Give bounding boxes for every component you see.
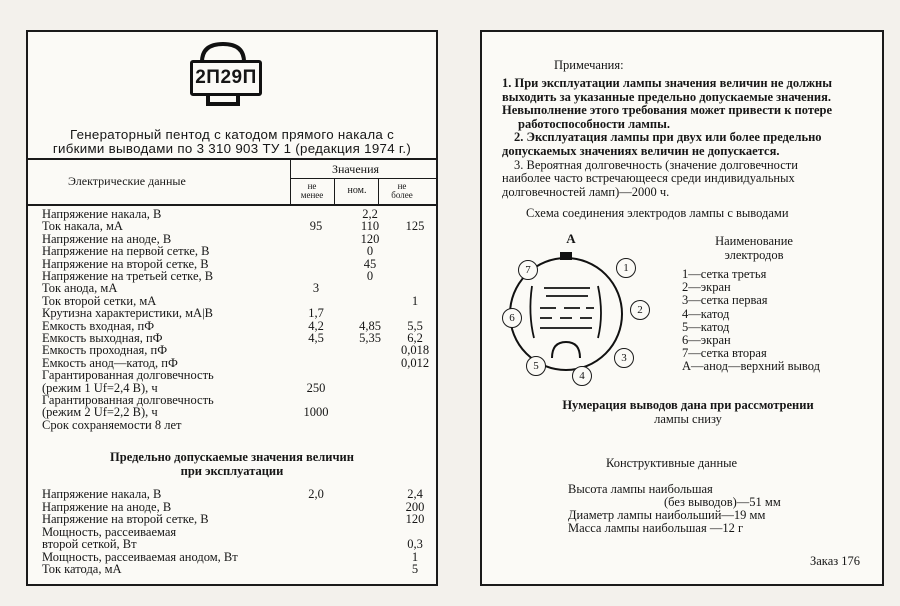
min-header-2: менее: [300, 190, 324, 200]
max-header-1: не: [397, 181, 407, 191]
row-label: Напряжение на третьей сетке, В: [42, 269, 214, 283]
tube-type-label: 2П29П: [190, 60, 262, 96]
row-max-value: 0,012: [400, 355, 430, 370]
note-line: 3. Вероятная долговечность (значение долговечности: [514, 157, 798, 172]
table-top-rule: [28, 158, 436, 160]
scheme-title: Схема соединения электродов лампы с выводами: [526, 206, 789, 220]
limits-heading: [28, 450, 436, 478]
row-label: Напряжение на второй сетке, В: [42, 256, 209, 271]
row-min-value: 4,2: [308, 318, 324, 333]
row-label: Ток второй сетки, мА: [42, 293, 157, 308]
row-label: Напряжение на аноде, В: [42, 231, 172, 246]
anode-cap-icon: [560, 252, 572, 260]
row-max-value: 0,018: [400, 343, 430, 358]
tube-logo: [190, 42, 260, 110]
order-number: Заказ 176: [810, 554, 861, 568]
row-label: Срок сохраняемости 8 лет: [42, 417, 182, 432]
table-header-rule: [28, 204, 436, 206]
row-min-value: 4,5: [308, 331, 324, 345]
pin-label-a: А: [562, 230, 580, 248]
values-header: Значения: [332, 162, 380, 176]
limits-heading-1: Предельно допускаемые значения величин: [110, 450, 354, 464]
limit-max-value: 5: [411, 562, 419, 576]
note-line: работоспособности лампы.: [518, 116, 670, 131]
limit-max-value: 0,3: [407, 537, 423, 551]
limit-max-value: 200: [405, 499, 425, 514]
row-label: Напряжение накала, В: [42, 207, 162, 221]
row-max-value: 5,5: [407, 318, 423, 333]
row-label: Гарантированная долговечность: [42, 368, 214, 383]
numbering-note: [538, 398, 838, 426]
left-page: [26, 30, 438, 586]
electrodes-title-1: Наименование: [715, 234, 793, 248]
max-header: [380, 182, 424, 200]
note-line: 1. При эксплуатации лампы значения величин не должны: [502, 76, 832, 90]
row-label: Емкость анод—катод, пФ: [42, 355, 178, 370]
limit-row: [42, 563, 430, 576]
row-nom-value: 0: [366, 244, 374, 259]
row-label: Емкость выходная, пФ: [42, 331, 163, 345]
row-label: Крутизна характеристики, мА|В: [42, 306, 213, 321]
row-min-value: 95: [309, 219, 323, 234]
note-line: 2. Эксплуатация лампы при двух или более предельно: [514, 130, 822, 145]
numbering-note-1: Нумерация выводов дана при рассмотрении: [562, 398, 814, 412]
row-label: Емкость проходная, пФ: [42, 343, 168, 358]
header-divider: [290, 159, 291, 204]
min-header: [292, 182, 332, 200]
limits-heading-2: при эксплуатации: [180, 464, 284, 478]
construct-line-1: Высота лампы наибольшая: [568, 482, 713, 496]
note-line: долговечностей ламп)—2000 ч.: [502, 184, 670, 199]
electrical-data-header: Электрические данные: [68, 174, 186, 188]
limit-label: Мощность, рассеиваемая: [42, 524, 177, 539]
electrode-item: 5—катод: [682, 319, 730, 334]
limit-label: Напряжение на второй сетке, В: [42, 512, 209, 526]
notes-title: Примечания:: [554, 58, 624, 72]
right-page: [480, 30, 884, 586]
col-divider-2: [378, 179, 379, 204]
title-line-2: гибкими выводами по 3 310 903 ТУ 1 (редакция 1974 г.): [52, 141, 412, 156]
max-header-2: более: [391, 190, 413, 200]
note-line: Невыполнение этого требования может привести к потере: [502, 103, 833, 118]
row-nom-value: 120: [360, 231, 380, 246]
electrode-item: 6—экран: [682, 333, 731, 347]
col-divider-1: [334, 179, 335, 204]
note-line: выходить за указанные предельно допускаемые значения.: [502, 89, 832, 104]
electrodes-title: [704, 234, 804, 262]
limit-label: Мощность, рассеиваемая анодом, Вт: [42, 549, 238, 564]
pin-label-7: 7: [518, 260, 538, 280]
limit-label: второй сеткой, Вт: [42, 537, 137, 551]
row-nom-value: 4,85: [359, 318, 381, 333]
min-header-1: не: [307, 181, 317, 191]
pin-label-5: 5: [526, 356, 546, 376]
electrode-item: 4—катод: [682, 306, 730, 321]
pin-label-2: 2: [630, 300, 650, 320]
construct-line-4: Масса лампы наибольшая —12 г: [568, 521, 744, 535]
limit-min-value: 2,0: [308, 487, 324, 501]
electrode-item: А—анод—верхний вывод: [682, 359, 820, 374]
construct-title: Конструктивные данные: [606, 456, 738, 470]
row-max-value: 6,2: [407, 331, 423, 345]
row-max-value: 125: [405, 219, 425, 234]
table-row: [42, 419, 430, 432]
row-nom-value: 45: [363, 256, 377, 271]
pin-label-6: 6: [502, 308, 522, 328]
limit-label: Ток катода, мА: [42, 562, 122, 576]
pin-label-3: 3: [614, 348, 634, 368]
limit-label: Напряжение на аноде, В: [42, 499, 172, 514]
limit-max-value: 2,4: [407, 487, 423, 501]
row-nom-value: 110: [360, 219, 380, 234]
electrode-item: 1—сетка третья: [682, 267, 767, 281]
nom-header: ном.: [347, 185, 367, 196]
row-label: Напряжение на первой сетке, В: [42, 244, 210, 259]
row-label: Ток анода, мА: [42, 281, 118, 296]
construct-line-2: (без выводов)—51 мм: [664, 495, 781, 509]
pin-label-1: 1: [616, 258, 636, 278]
limit-max-value: 120: [405, 512, 425, 526]
row-nom-value: 2,2: [362, 207, 378, 221]
electrodes-title-2: электродов: [724, 248, 784, 262]
note-line: наиболее часто встречающееся среди индивидуальных: [502, 171, 795, 186]
page-title: [34, 128, 430, 156]
title-line-1: Генераторный пентод с катодом прямого накала с: [69, 127, 395, 142]
electrode-item: 7—сетка вторая: [682, 346, 767, 361]
row-label: Емкость входная, пФ: [42, 318, 155, 333]
row-nom-value: 5,35: [359, 331, 381, 345]
row-label: (режим 2 Uf=2,2 В), ч: [42, 405, 158, 420]
row-min-value: 1,7: [308, 306, 324, 321]
row-label: (режим 1 Uf=2,4 В), ч: [42, 380, 158, 395]
row-min-value: 3: [312, 281, 320, 296]
electrode-item: 3—сетка первая: [682, 293, 768, 308]
row-min-value: 250: [306, 380, 326, 395]
construct-line-3: Диаметр лампы наибольший—19 мм: [568, 508, 766, 522]
values-subrule: [290, 178, 436, 179]
row-nom-value: 0: [366, 269, 374, 283]
row-label: Ток накала, мА: [42, 219, 123, 234]
limit-label: Напряжение накала, В: [42, 487, 162, 501]
electrode-item: 2—экран: [682, 280, 731, 295]
numbering-note-2: лампы снизу: [654, 412, 722, 426]
row-label: Гарантированная долговечность: [42, 393, 214, 407]
note-line: допускаемых значениях величин не допускается.: [502, 144, 780, 158]
row-min-value: 1000: [303, 405, 329, 420]
limit-max-value: 1: [411, 549, 419, 564]
pin-label-4: 4: [572, 366, 592, 386]
row-max-value: 1: [411, 293, 419, 308]
